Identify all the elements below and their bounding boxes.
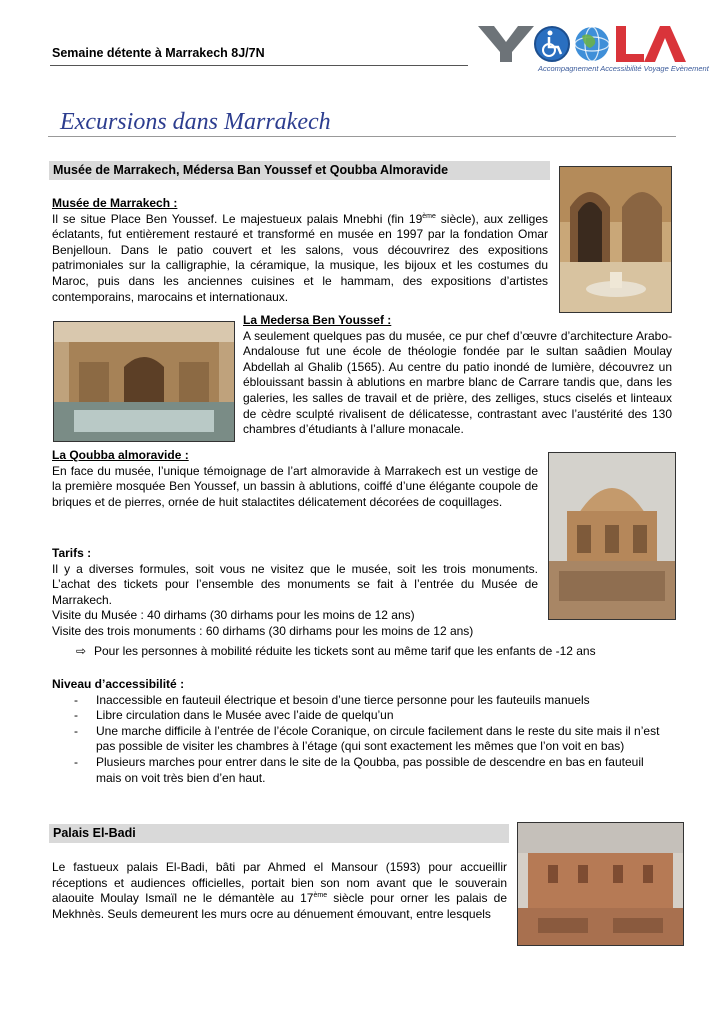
list-item: - Libre circulation dans le Musée avec l’aide de quelqu’un [52, 708, 664, 724]
accessibilite-list [52, 693, 664, 787]
title-divider [48, 136, 676, 137]
tarifs-description: Il y a diverses formules, soit vous ne visitez que le musée, soit les trois monuments. L’achat des tickets pour l’ensemble des monuments se fait à l’entrée du Musée de Marrakech. [52, 561, 538, 607]
accessibilite-subtitle: Niveau d’accessibilité : [52, 677, 185, 691]
tarif-musee: Visite du Musée : 40 dirhams (30 dirhams pour les moins de 12 ans) [52, 608, 415, 623]
list-item: - Une marche difficile à l’entrée de l’école Coranique, on circule facilement dans le reste du site mais il n’est pas possible de visiter les chambres à l’étage (qui sont exactement les mêmes que l’on voit en bas) [52, 724, 664, 755]
list-item: - Inaccessible en fauteuil électrique et besoin d’une tierce personne pour les fauteuils manuels [52, 693, 664, 709]
document-header-title: Semaine détente à Marrakech 8J/7N [52, 46, 265, 60]
qoubba-description: En face du musée, l’unique témoignage de l’art almoravide à Marrakech est un vestige de la première mosquée Ben Youssef, un bassin à ablutions, coiffé d’une élégante coupole de briques et de pierres, ornée de huit stalactites délicatement décorées de coquillages. [52, 463, 538, 509]
arrow-right-icon: ⇨ [76, 644, 87, 658]
medersa-subtitle: La Medersa Ben Youssef : [243, 313, 392, 327]
musee-subtitle: Musée de Marrakech : [52, 196, 178, 210]
palais-el-badi-photo [517, 822, 684, 946]
section-heading-musees: Musée de Marrakech, Médersa Ban Youssef et Qoubba Almoravide [49, 161, 550, 180]
header-divider [50, 65, 468, 66]
tarif-trois-monuments: Visite des trois monuments : 60 dirhams (30 dirhams pour les moins de 12 ans) [52, 623, 474, 638]
page-title: Excursions dans Marrakech [60, 109, 331, 135]
qoubba-photo [548, 452, 676, 620]
medersa-courtyard-photo [53, 321, 235, 442]
musee-description: Il se situe Place Ben Youssef. Le majestueux palais Mnebhi (fin 19ème siècle), aux zelliges éclatants, fut entièrement restauré et transformé en musée en 1997 par la fondation Omar Benjelloun. Dans le patio couvert et les salons, vous découvrirez des expositions patrimoniales sur la calligraphie, la céramique, la musique, les bijoux et les costumes du Maroc, puis dans les anciennes cuisines et le hammam, des expositions d’artistes contemporains, marocains et internationaux. [52, 211, 548, 304]
tarif-note: ⇨ Pour les personnes à mobilité réduite les tickets sont au même tarif que les enfants de -12 ans [76, 644, 596, 658]
qoubba-subtitle: La Qoubba almoravide : [52, 448, 189, 462]
logo-tagline: Accompagnement Accessibilité Voyage Evènement [538, 64, 709, 73]
medersa-description: A seulement quelques pas du musée, ce pur chef d’œuvre d’architecture Arabo-Andalouse fut une école de théologie fondée par le sultan saâdien Moulay Abdellah al Ghalib (1565). Au centre du patio inondé de lumière, découvrez un éblouissant bassin à ablutions en marbre blanc de Carrare tandis que, dans les galeries, les salles de travail et de prière, des zelliges, stucs ciselés et linteaux de cèdre sculpté rivalisent de délicatesse, contrastant avec l’austérité des 130 chambres d’étudiants à l’allure monacale. [243, 328, 672, 437]
section-heading-palais-el-badi: Palais El-Badi [49, 824, 509, 843]
tarifs-subtitle: Tarifs : [52, 546, 92, 560]
musee-patio-photo [559, 166, 672, 313]
list-item: - Plusieurs marches pour entrer dans le site de la Qoubba, pas possible de descendre en bas en fauteuil mais on voit très bien d’en haut. [52, 755, 664, 786]
palais-el-badi-description: Le fastueux palais El-Badi, bâti par Ahmed el Mansour (1593) pour accueillir réceptions et audiences officielles, portait bien son nom avant que le souverain alaouite Moulay Ismaïl ne le démantèle au 17ème siècle pour orner les palais de Mekhnès. Seuls demeurent les murs ocre au dénuement émouvant, entre lesquels [52, 860, 507, 921]
